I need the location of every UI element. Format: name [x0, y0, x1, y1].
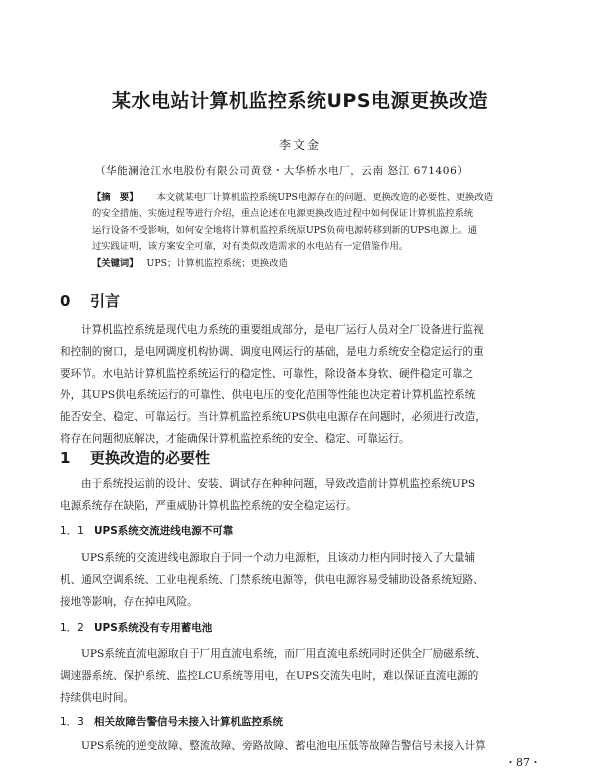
section-number: 0 [60, 292, 71, 310]
paragraph-line: 外，其UPS供电系统运行的可靠性、供电电压的变化范围等性能也决定着计算机监控系统 [60, 389, 476, 402]
keywords-label: 【关键词】 [92, 257, 139, 269]
paragraph-line: 将存在问题彻底解决，才能确保计算机监控系统的安全、稳定、可靠运行。 [60, 432, 410, 445]
paragraph-line: 要环节。水电站计算机监控系统运行的稳定性、可靠性，除设备本身软、硬件稳定可靠之 [60, 367, 474, 380]
abstract-line: 的安全措施、实施过程等进行介绍，重点论述在电源更换改造过程中如何保证计算机监控系统 [92, 208, 474, 220]
abstract-line: 运行设备不受影响，如何安全地将计算机监控系统原UPS负荷电源转移到新的UPS电源上。通 [92, 224, 477, 236]
section-heading-introduction [60, 290, 120, 311]
subsection-paragraph-1-1 [60, 548, 548, 613]
section-title: 更换改造的必要性 [90, 449, 211, 467]
subsection-title: 相关故障告警信号未接入计算机监控系统 [94, 716, 283, 728]
abstract-block [92, 190, 547, 272]
paragraph-line: 调速器系统、保护系统、监控LCU系统等用电，在UPS交流失电时，难以保证直流电源的 [60, 669, 479, 682]
paragraph-line: 能否安全、稳定、可靠运行。当计算机监控系统UPS供电电源存在问题时，必须进行改造， [60, 411, 486, 424]
paragraph-line: UPS系统的交流进线电源取自于同一个动力电源柜，且该动力柜内同时接入了大量辅 [81, 552, 476, 564]
subsection-heading-1-1 [60, 523, 233, 538]
subsection-paragraph-1-3 [60, 736, 548, 758]
paragraph-line: 电源系统存在缺陷，严重威胁计算机监控系统的安全稳定运行。 [60, 499, 357, 512]
author-name: 李文金 [278, 138, 321, 152]
paragraph-line: UPS系统的逆变故障、整流故障、旁路故障、蓄电池电压低等故障告警信号未接入计算 [81, 740, 486, 752]
subsection-title: UPS系统交流进线电源不可靠 [94, 525, 234, 537]
section-title: 引言 [90, 292, 121, 310]
paragraph-line: 计算机监控系统是现代电力系统的重要组成部分，是电厂运行人员对全厂设备进行监视 [81, 324, 484, 336]
subsection-paragraph-1-2 [60, 644, 548, 709]
paragraph-line: 和控制的窗口，是电网调度机构协调、调度电网运行的基础，是电力系统安全稳定运行的重 [60, 345, 484, 358]
section-heading-necessity [60, 447, 210, 468]
abstract-line [92, 190, 547, 206]
subsection-number: 1．3 [60, 716, 84, 728]
paragraph-line: 机、通风空调系统、工业电视系统、门禁系统电源等，供电电源容易受辅助设备系统短路、 [60, 573, 484, 586]
page-number: ・87・ [505, 756, 541, 769]
subsection-number: 1．2 [60, 622, 84, 634]
paragraph-line: UPS系统直流电源取自于厂用直流电系统，而厂用直流电系统同时还供全厂励磁系统、 [81, 648, 486, 660]
paper-title: 某水电站计算机监控系统UPS电源更换改造 [111, 90, 489, 112]
introduction-paragraph [60, 320, 548, 451]
subsection-title: UPS系统没有专用蓄电池 [94, 622, 213, 634]
necessity-paragraph [60, 474, 548, 518]
keywords-line [92, 256, 547, 272]
subsection-heading-1-3 [60, 714, 283, 729]
paragraph-line: 接地等影响，存在掉电风险。 [60, 595, 198, 608]
abstract-text: 本文就某电厂计算机监控系统UPS电源存在的问题、更换改造的必要性、更换改造 [156, 192, 494, 203]
keywords-text: UPS；计算机监控系统；更换改造 [146, 257, 288, 269]
abstract-label: 【摘 要】 [92, 192, 139, 203]
paragraph-line: 持续供电时间。 [60, 691, 135, 704]
abstract-line: 过实践证明，该方案安全可靠，对有类似改造需求的水电站有一定借鉴作用。 [92, 241, 409, 253]
section-number: 1 [60, 449, 71, 467]
author-affiliation: （华能澜沧江水电股份有限公司黄登・大华桥水电厂，云南 怒江 671406） [95, 165, 469, 177]
paragraph-line: 由于系统投运前的设计、安装、调试存在种种问题，导致改造前计算机监控系统UPS [81, 478, 476, 490]
subsection-heading-1-2 [60, 620, 212, 635]
subsection-number: 1．1 [60, 525, 84, 537]
